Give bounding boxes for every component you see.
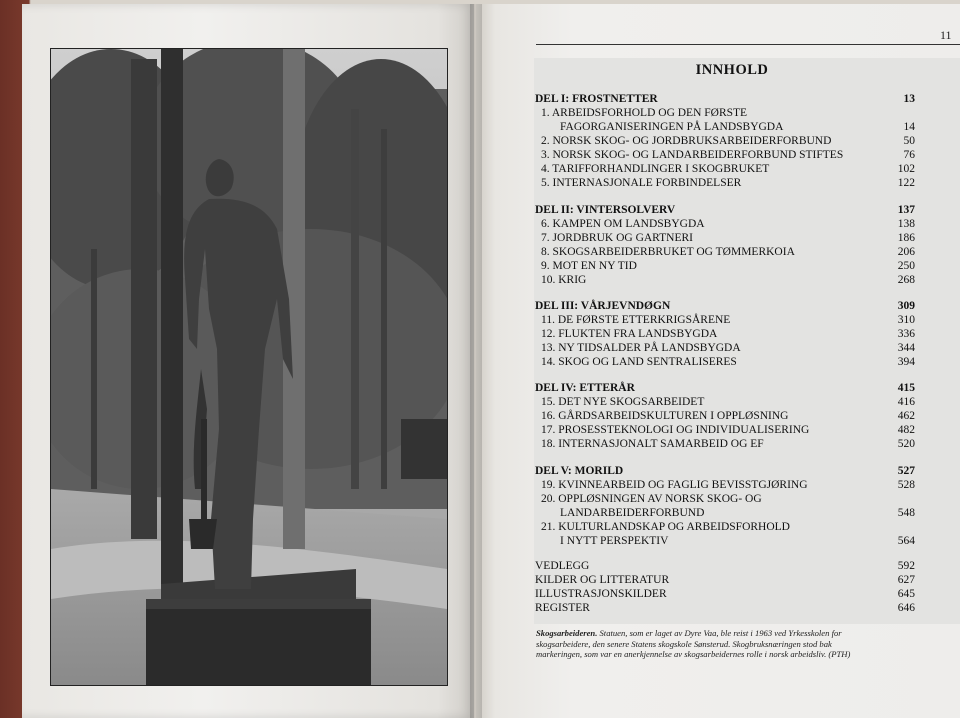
toc-item: 8. SKOGSARBEIDERBRUKET OG TØMMERKOIA 206 — [541, 246, 915, 258]
toc-appendix-list — [535, 560, 915, 616]
toc-section-1 — [535, 92, 915, 190]
toc-section-4 — [535, 381, 915, 451]
toc-item: 4. TARIFFORHANDLINGER I SKOGBRUKET 102 — [541, 163, 915, 175]
toc-appendix-item: KILDER OG LITTERATUR 627 — [535, 574, 915, 586]
toc-item-continuation: I NYTT PERSPEKTIV 564 — [560, 535, 915, 547]
toc-item: 15. DET NYE SKOGSARBEIDET 416 — [541, 396, 915, 408]
statue-photo-illustration — [51, 49, 447, 685]
toc-item: 7. JORDBRUK OG GARTNERI 186 — [541, 232, 915, 244]
toc-item: 14. SKOG OG LAND SENTRALISERES 394 — [541, 356, 915, 368]
toc-item: 2. NORSK SKOG- OG JORDBRUKSARBEIDERFORBUND 50 — [541, 135, 915, 147]
toc-item: 18. INTERNASJONALT SAMARBEID OG EF 520 — [541, 438, 915, 450]
header-rule — [536, 44, 960, 45]
toc-item-continuation: LANDARBEIDERFORBUND 548 — [560, 507, 915, 519]
toc-title: INNHOLD — [695, 62, 769, 78]
toc-item: 5. INTERNASJONALE FORBINDELSER 122 — [541, 177, 915, 189]
toc-item: 19. KVINNEARBEID OG FAGLIG BEVISSTGJØRING 528 — [541, 479, 915, 491]
toc-item: 13. NY TIDSALDER PÅ LANDSBYGDA 344 — [541, 342, 915, 354]
toc-section-heading: DEL V: MORILD 527 — [535, 465, 915, 477]
toc-section-heading: DEL IV: ETTERÅR 415 — [535, 382, 915, 394]
toc-item: 1. ARBEIDSFORHOLD OG DEN FØRSTE — [541, 107, 748, 119]
toc-item: 17. PROSESSTEKNOLOGI OG INDIVIDUALISERING 482 — [541, 424, 915, 436]
page-number: 11 — [940, 28, 952, 42]
statue-photo — [50, 48, 448, 686]
toc-appendix-item: VEDLEGG 592 — [535, 560, 915, 572]
toc-item: 3. NORSK SKOG- OG LANDARBEIDERFORBUND STIFTES 76 — [541, 149, 915, 161]
toc-item: 20. OPPLØSNINGEN AV NORSK SKOG- OG — [541, 493, 762, 505]
toc-item-continuation: FAGORGANISERINGEN PÅ LANDSBYGDA 14 — [560, 121, 915, 133]
toc-section-heading: DEL III: VÅRJEVNDØGN 309 — [535, 300, 915, 312]
toc-section-2 — [535, 203, 915, 287]
toc-section-heading: DEL II: VINTERSOLVERV 137 — [535, 204, 915, 216]
caption-lead: Skogsarbeideren. — [536, 628, 598, 638]
toc-section-3 — [535, 299, 915, 369]
toc-section-heading: DEL I: FROSTNETTER 13 — [535, 93, 915, 105]
photo-caption — [536, 628, 866, 660]
book-gutter — [470, 4, 482, 718]
toc-item: 11. DE FØRSTE ETTERKRIGSÅRENE 310 — [541, 314, 915, 326]
toc-section-5 — [535, 464, 915, 548]
toc-appendix-item: ILLUSTRASJONSKILDER 645 — [535, 588, 915, 600]
toc-item: 16. GÅRDSARBEIDSKULTUREN I OPPLØSNING 462 — [541, 410, 915, 422]
toc-item: 9. MOT EN NY TID 250 — [541, 260, 915, 272]
toc-item: 10. KRIG 268 — [541, 274, 915, 286]
toc-item: 12. FLUKTEN FRA LANDSBYGDA 336 — [541, 328, 915, 340]
caption-text: Statuen, som er laget av Dyre Vaa, ble reist i 1963 ved Yrkesskolen for skogsarbeidere, den senere Statens skogskole Sønsterud. Skogbruksnæringen stod bak markeringen, som var en anerkjennelse av skogsarbeidernes rolle i norsk arbeidsliv. (PTH) — [536, 628, 851, 660]
toc-item: 21. KULTURLANDSKAP OG ARBEIDSFORHOLD — [541, 521, 790, 533]
toc-appendix-item: REGISTER 646 — [535, 602, 915, 614]
toc-item: 6. KAMPEN OM LANDSBYGDA 138 — [541, 218, 915, 230]
